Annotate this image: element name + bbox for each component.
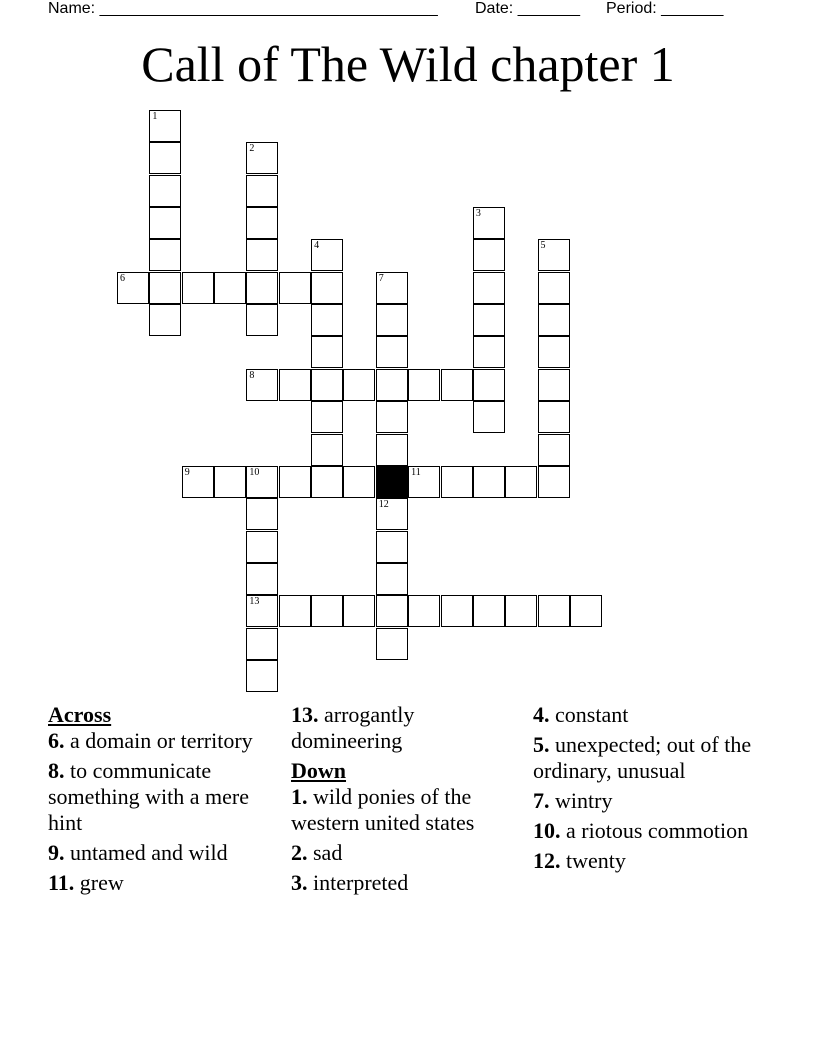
crossword-cell[interactable] bbox=[538, 401, 570, 433]
crossword-cell[interactable] bbox=[311, 401, 343, 433]
crossword-cell[interactable] bbox=[538, 466, 570, 498]
clue-number: 8 bbox=[249, 369, 255, 381]
crossword-cell[interactable] bbox=[246, 498, 278, 530]
crossword-cell[interactable] bbox=[311, 336, 343, 368]
date-field[interactable]: Date: _______ bbox=[475, 0, 580, 17]
crossword-cell[interactable] bbox=[473, 304, 505, 336]
crossword-cell[interactable] bbox=[182, 466, 214, 498]
crossword-cell[interactable] bbox=[473, 272, 505, 304]
clue-across-13: 13. arrogantly domineering bbox=[291, 702, 415, 753]
crossword-cell[interactable] bbox=[538, 595, 570, 627]
crossword-cell[interactable] bbox=[117, 272, 149, 304]
crossword-cell[interactable] bbox=[376, 336, 408, 368]
crossword-cell[interactable] bbox=[149, 272, 181, 304]
clue-down-12: 12. twenty bbox=[533, 848, 626, 873]
clues-column-3 bbox=[533, 702, 753, 878]
clue-number: 3 bbox=[475, 208, 481, 220]
crossword-cell[interactable] bbox=[246, 175, 278, 207]
crossword-cell[interactable] bbox=[149, 175, 181, 207]
crossword-cell[interactable] bbox=[149, 304, 181, 336]
crossword-cell[interactable] bbox=[343, 369, 375, 401]
crossword-cell[interactable] bbox=[505, 466, 537, 498]
crossword-cell[interactable] bbox=[376, 498, 408, 530]
page-title: Call of The Wild chapter 1 bbox=[141, 36, 675, 92]
crossword-cell[interactable] bbox=[279, 595, 311, 627]
clue-number: 12 bbox=[378, 499, 389, 511]
crossword-cell[interactable] bbox=[149, 239, 181, 271]
crossword-cell[interactable] bbox=[149, 110, 181, 142]
crossword-cell[interactable] bbox=[441, 369, 473, 401]
crossword-cell[interactable] bbox=[505, 595, 537, 627]
clue-number: 10 bbox=[249, 466, 260, 478]
crossword-cell[interactable] bbox=[311, 369, 343, 401]
crossword-cell[interactable] bbox=[246, 239, 278, 271]
crossword-cell[interactable] bbox=[182, 272, 214, 304]
crossword-cell[interactable] bbox=[408, 466, 440, 498]
clue-number: 9 bbox=[184, 466, 190, 478]
crossword-cell[interactable] bbox=[538, 272, 570, 304]
crossword-cell[interactable] bbox=[311, 272, 343, 304]
clue-down-2: 2. sad bbox=[291, 840, 343, 865]
clues-column-1 bbox=[48, 702, 258, 900]
crossword-cell[interactable] bbox=[376, 272, 408, 304]
crossword-cell[interactable] bbox=[246, 207, 278, 239]
crossword-cell[interactable] bbox=[246, 272, 278, 304]
crossword-cell[interactable] bbox=[473, 336, 505, 368]
down-heading: Down bbox=[291, 758, 347, 783]
crossword-cell[interactable] bbox=[570, 595, 602, 627]
clue-number: 1 bbox=[152, 111, 158, 122]
crossword-cell[interactable] bbox=[473, 401, 505, 433]
crossword-cell[interactable] bbox=[473, 207, 505, 239]
crossword-cell[interactable] bbox=[376, 531, 408, 563]
crossword-cell[interactable] bbox=[376, 628, 408, 660]
crossword-cell[interactable] bbox=[376, 304, 408, 336]
crossword-cell[interactable] bbox=[279, 369, 311, 401]
clue-number: 5 bbox=[540, 240, 546, 252]
crossword-cell[interactable] bbox=[408, 369, 440, 401]
crossword-cell[interactable] bbox=[473, 466, 505, 498]
crossword-cell[interactable] bbox=[376, 595, 408, 627]
clue-number: 11 bbox=[411, 466, 421, 478]
crossword-cell[interactable] bbox=[279, 272, 311, 304]
clue-down-7: 7. wintry bbox=[533, 788, 613, 813]
crossword-cell[interactable] bbox=[538, 434, 570, 466]
crossword-cell[interactable] bbox=[149, 142, 181, 174]
crossword-cell[interactable] bbox=[473, 239, 505, 271]
crossword-cell[interactable] bbox=[279, 466, 311, 498]
crossword-cell[interactable] bbox=[246, 466, 278, 498]
crossword-cell[interactable] bbox=[311, 466, 343, 498]
crossword-cell[interactable] bbox=[246, 563, 278, 595]
crossword-cell[interactable] bbox=[441, 466, 473, 498]
crossword-cell[interactable] bbox=[376, 563, 408, 595]
crossword-cell[interactable] bbox=[376, 369, 408, 401]
clue-number: 13 bbox=[249, 596, 260, 608]
clue-across-6: 6. a domain or territory bbox=[48, 728, 253, 753]
crossword-cell[interactable] bbox=[246, 595, 278, 627]
crossword-cell[interactable] bbox=[538, 369, 570, 401]
crossword-cell[interactable] bbox=[538, 239, 570, 271]
crossword-cell[interactable] bbox=[408, 595, 440, 627]
crossword-cell[interactable] bbox=[311, 434, 343, 466]
crossword-cell[interactable] bbox=[376, 401, 408, 433]
clue-down-10: 10. a riotous commotion bbox=[533, 818, 749, 843]
clue-number: 7 bbox=[378, 272, 384, 284]
crossword-cell[interactable] bbox=[343, 466, 375, 498]
clue-down-3: 3. interpreted bbox=[291, 870, 409, 895]
crossword-cell[interactable] bbox=[343, 595, 375, 627]
clue-across-9: 9. untamed and wild bbox=[48, 840, 228, 865]
crossword-cell[interactable] bbox=[538, 336, 570, 368]
clue-down-4: 4. constant bbox=[533, 702, 629, 727]
clue-down-5: 5. unexpected; out of the ordinary, unusual bbox=[533, 732, 752, 783]
across-heading: Across bbox=[48, 702, 112, 727]
crossword-cell[interactable] bbox=[311, 239, 343, 271]
clue-across-11: 11. grew bbox=[48, 870, 124, 895]
clue-number: 6 bbox=[120, 272, 125, 284]
crossword-cell[interactable] bbox=[538, 304, 570, 336]
clue-number: 4 bbox=[314, 240, 320, 252]
crossword-cell[interactable] bbox=[473, 369, 505, 401]
crossword-cell[interactable] bbox=[246, 142, 278, 174]
clue-number: 2 bbox=[249, 143, 255, 155]
crossword-cell[interactable] bbox=[441, 595, 473, 627]
crossword-cell[interactable] bbox=[246, 628, 278, 660]
crossword-cell[interactable] bbox=[214, 272, 246, 304]
crossword-cell[interactable] bbox=[376, 434, 408, 466]
crossword-cell[interactable] bbox=[246, 369, 278, 401]
crossword-cell[interactable] bbox=[246, 304, 278, 336]
crossword-cell[interactable] bbox=[311, 595, 343, 627]
crossword-cell[interactable] bbox=[246, 531, 278, 563]
period-field[interactable]: Period: _______ bbox=[606, 0, 724, 17]
clue-across-8: 8. to communicate something with a mere hint bbox=[48, 758, 250, 835]
crossword-cell[interactable] bbox=[149, 207, 181, 239]
name-field[interactable]: Name: ______________________________________ bbox=[48, 0, 438, 17]
crossword-cell[interactable] bbox=[473, 595, 505, 627]
crossword-cell[interactable] bbox=[246, 660, 278, 692]
crossword-block bbox=[376, 466, 408, 498]
clues-column-2 bbox=[291, 702, 506, 900]
crossword-cell[interactable] bbox=[214, 466, 246, 498]
crossword-cell[interactable] bbox=[311, 304, 343, 336]
clue-down-1: 1. wild ponies of the western united states bbox=[291, 784, 475, 835]
